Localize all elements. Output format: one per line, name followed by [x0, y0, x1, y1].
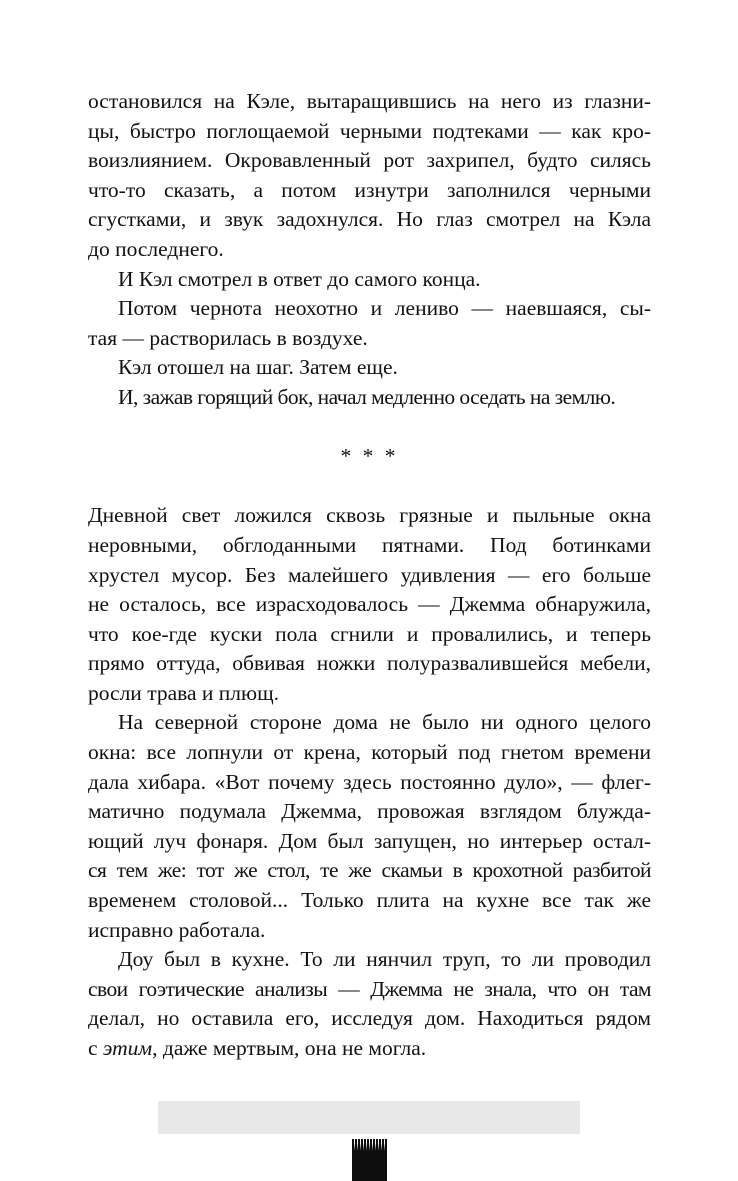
text-line: до последнего. — [88, 236, 224, 261]
text-line: Потом чернота неохотно и лениво — наевшаяся, сы- — [118, 296, 651, 321]
text-line: хрустел мусор. Без малейшего удивления — его больше — [88, 562, 651, 587]
text-line: окна: все лопнули от крена, который под гнетом времени — [88, 740, 651, 765]
paragraph — [88, 87, 651, 265]
paragraph — [88, 294, 651, 353]
text-line — [88, 1034, 651, 1064]
text-line: временем столовой... Только плита на кухне все так же — [88, 888, 651, 913]
text-line: делал, но оставила его, исследуя дом. Находиться рядом — [88, 1006, 651, 1031]
text-line: И Кэл смотрел в ответ до самого конца. — [118, 266, 481, 291]
text-line: Доу был в кухне. То ли нянчил труп, то ли проводил — [118, 947, 651, 972]
text-line: ющий луч фонаря. Дом был запущен, но интерьер остал- — [88, 828, 651, 853]
text-line: не осталось, все израсходовалось — Джемма обнаружила, — [88, 592, 651, 617]
text-line: неровными, обглоданными пятнами. Под ботинками — [88, 532, 651, 557]
book-page-text — [88, 87, 651, 1064]
emphasized-word: этим — [102, 1036, 153, 1060]
text-line: Кэл отошел на шаг. Затем еще. — [118, 355, 398, 380]
text-fragment: с — [88, 1036, 103, 1060]
text-line: росли трава и плющ. — [88, 680, 280, 705]
paragraph — [88, 501, 651, 708]
text-line: цы, быстро поглощаемой черными подтеками — как кро- — [88, 118, 651, 143]
paragraph — [88, 265, 651, 295]
text-line: остановился на Кэле, вытаращившись на него из глазни- — [88, 89, 651, 113]
paragraph — [88, 708, 651, 945]
text-line: что кое-где куски пола сгнили и провалились, и теперь — [88, 621, 651, 646]
text-line: свои гоэтические анализы — Джемма не знала, что он там — [88, 976, 651, 1001]
text-line: что-то сказать, а потом изнутри заполнился черными — [88, 177, 651, 202]
text-line: матично подумала Джемма, провожая взглядом блужда- — [88, 799, 651, 824]
paragraph — [88, 945, 651, 1063]
page-edge-mark — [352, 1139, 387, 1181]
text-line: На северной стороне дома не было ни одного целого — [118, 710, 651, 735]
text-line: И, зажав горящий бок, начал медленно оседать на землю. — [118, 384, 616, 409]
text-line: дала хибара. «Вот почему здесь постоянно дуло», — флег- — [88, 769, 651, 794]
text-fragment: , даже мертвым, она не могла. — [152, 1036, 427, 1060]
text-line: воизлиянием. Окровавленный рот захрипел, будто силясь — [88, 148, 651, 173]
text-line: исправно работала. — [88, 917, 266, 942]
section-separator: * * * — [340, 444, 399, 469]
text-line: ся тем же: тот же стол, те же скамьи в крохотной разбитой — [88, 858, 651, 883]
text-line: сгустками, и звук задохнулся. Но глаз смотрел на Кэла — [88, 207, 651, 232]
text-line: Дневной свет ложился сквозь грязные и пыльные окна — [88, 503, 651, 528]
footer-bar — [158, 1101, 580, 1134]
text-line: тая — растворилась в воздухе. — [88, 325, 368, 350]
text-line: прямо оттуда, обвивая ножки полуразвалившейся мебели, — [88, 651, 651, 676]
paragraph — [88, 383, 651, 413]
paragraph — [88, 353, 651, 383]
